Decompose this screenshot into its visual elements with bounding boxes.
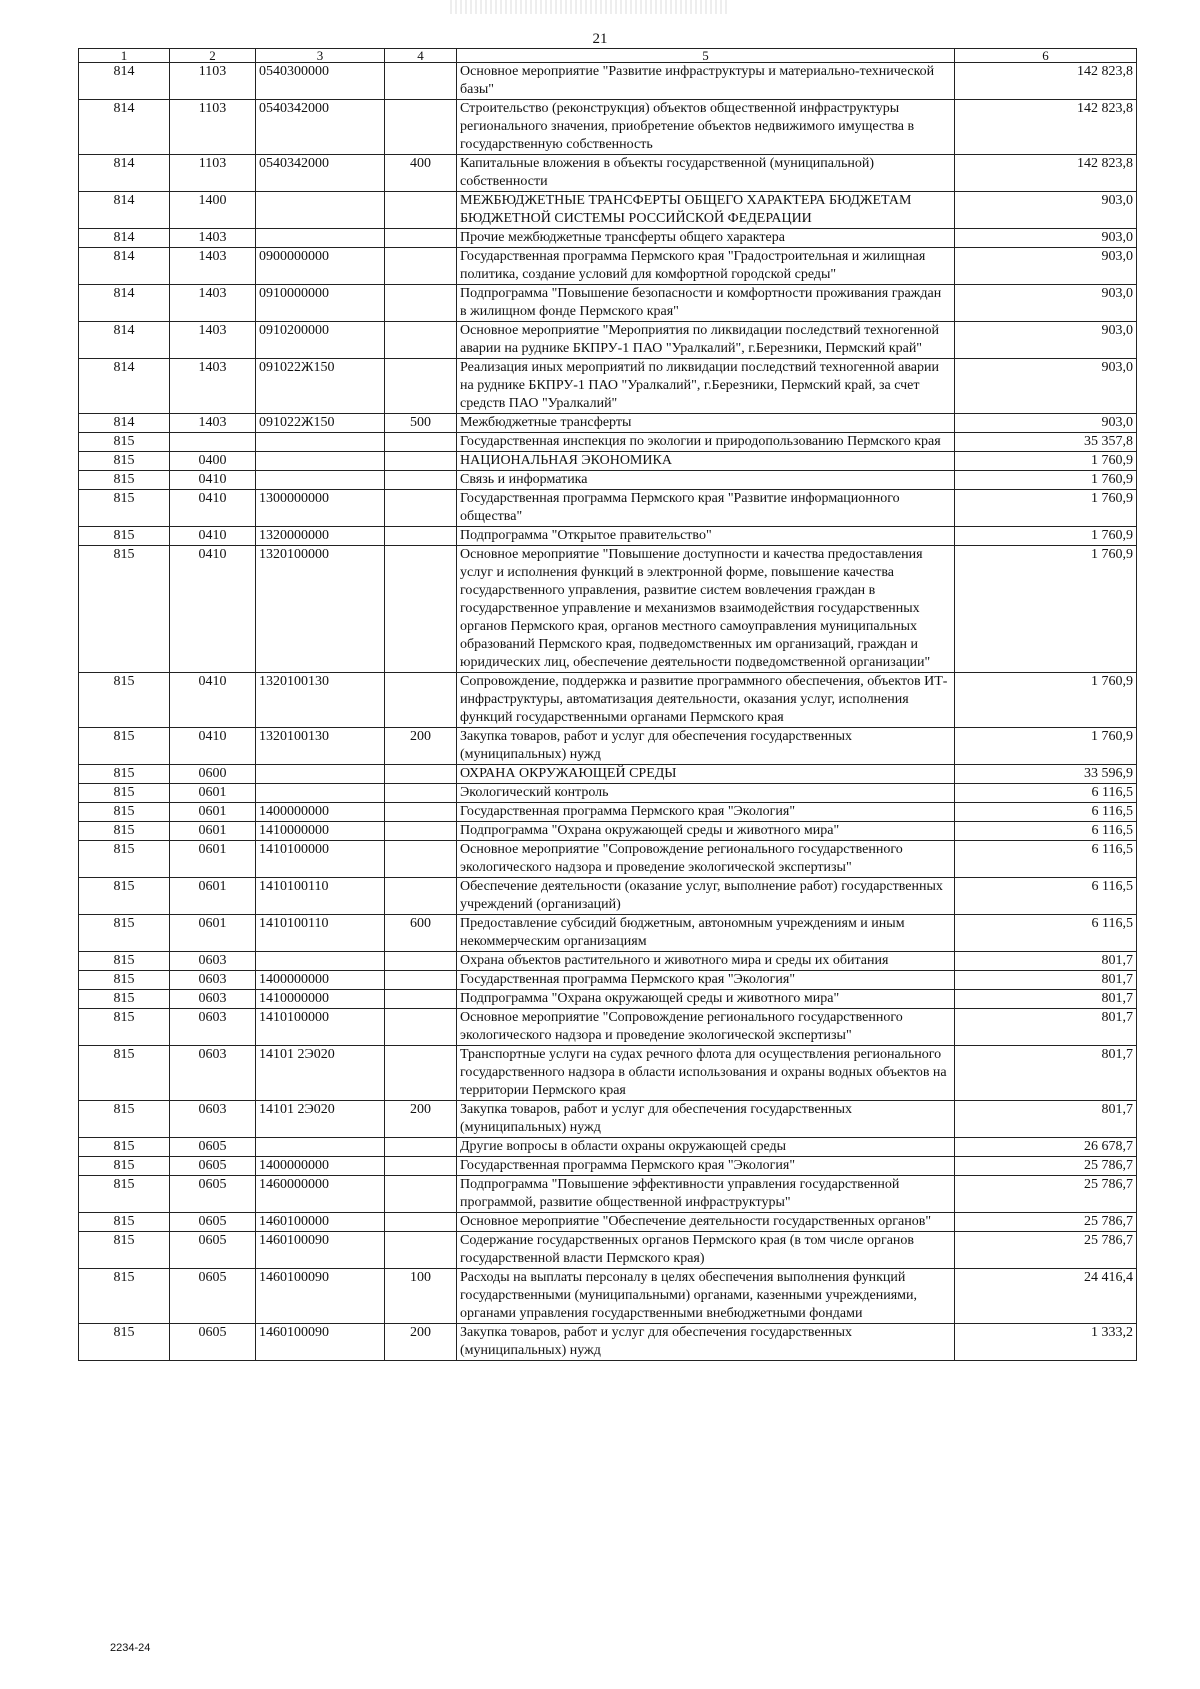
scan-artifact — [450, 0, 730, 14]
target-article-code — [256, 765, 385, 784]
expense-type-code: 500 — [385, 414, 457, 433]
table-row — [79, 1157, 1137, 1176]
target-article-code: 1410100110 — [256, 915, 385, 952]
target-article-code: 1400000000 — [256, 971, 385, 990]
item-name: МЕЖБЮДЖЕТНЫЕ ТРАНСФЕРТЫ ОБЩЕГО ХАРАКТЕРА БЮДЖЕТАМ БЮДЖЕТНОЙ СИСТЕМЫ РОССИЙСКОЙ ФЕДЕРАЦИИ — [457, 192, 955, 229]
section-code: 1400 — [170, 192, 256, 229]
section-code: 0603 — [170, 971, 256, 990]
expense-type-code: 600 — [385, 915, 457, 952]
grbs-code: 815 — [79, 527, 170, 546]
target-article-code: 1410100000 — [256, 841, 385, 878]
section-code: 1103 — [170, 155, 256, 192]
table-body — [79, 63, 1137, 1361]
column-header: 5 — [457, 49, 955, 63]
amount: 6 116,5 — [955, 822, 1137, 841]
section-code: 1103 — [170, 63, 256, 100]
table-row — [79, 784, 1137, 803]
section-code: 0605 — [170, 1213, 256, 1232]
grbs-code: 814 — [79, 414, 170, 433]
grbs-code: 815 — [79, 1009, 170, 1046]
target-article-code: 1460100090 — [256, 1269, 385, 1324]
item-name: Подпрограмма "Открытое правительство" — [457, 527, 955, 546]
expense-type-code — [385, 322, 457, 359]
grbs-code: 815 — [79, 490, 170, 527]
column-header: 6 — [955, 49, 1137, 63]
expense-type-code — [385, 803, 457, 822]
table-row — [79, 471, 1137, 490]
amount: 6 116,5 — [955, 784, 1137, 803]
section-code: 0410 — [170, 527, 256, 546]
item-name: Государственная программа Пермского края "Развитие информационного общества" — [457, 490, 955, 527]
amount: 1 760,9 — [955, 490, 1137, 527]
target-article-code: 0540342000 — [256, 100, 385, 155]
item-name: Закупка товаров, работ и услуг для обеспечения государственных (муниципальных) нужд — [457, 728, 955, 765]
section-code: 0603 — [170, 1009, 256, 1046]
amount: 903,0 — [955, 285, 1137, 322]
expense-type-code — [385, 285, 457, 322]
item-name: Содержание государственных органов Пермского края (в том числе органов государственной власти Пермского края) — [457, 1232, 955, 1269]
amount: 142 823,8 — [955, 155, 1137, 192]
amount: 24 416,4 — [955, 1269, 1137, 1324]
item-name: Закупка товаров, работ и услуг для обеспечения государственных (муниципальных) нужд — [457, 1101, 955, 1138]
target-article-code — [256, 784, 385, 803]
expense-type-code: 200 — [385, 1101, 457, 1138]
amount: 25 786,7 — [955, 1213, 1137, 1232]
grbs-code: 815 — [79, 1232, 170, 1269]
target-article-code: 1460100090 — [256, 1232, 385, 1269]
item-name: Транспортные услуги на судах речного флота для осуществления регионального государственного надзора в области использования и охраны водных объектов на территории Пермского края — [457, 1046, 955, 1101]
expense-type-code — [385, 100, 457, 155]
expense-type-code — [385, 1138, 457, 1157]
item-name: Основное мероприятие "Сопровождение регионального государственного экологического надзора и проведение экологической экспертизы" — [457, 841, 955, 878]
expense-type-code: 100 — [385, 1269, 457, 1324]
target-article-code — [256, 229, 385, 248]
target-article-code — [256, 471, 385, 490]
table-row — [79, 1269, 1137, 1324]
grbs-code: 815 — [79, 841, 170, 878]
amount: 801,7 — [955, 1046, 1137, 1101]
expense-type-code — [385, 229, 457, 248]
expense-type-code — [385, 471, 457, 490]
table-row — [79, 822, 1137, 841]
item-name: Государственная программа Пермского края "Экология" — [457, 971, 955, 990]
target-article-code: 1460000000 — [256, 1176, 385, 1213]
amount: 903,0 — [955, 248, 1137, 285]
section-code: 0605 — [170, 1138, 256, 1157]
expense-type-code — [385, 990, 457, 1009]
target-article-code: 14101 2Э020 — [256, 1046, 385, 1101]
expense-type-code — [385, 192, 457, 229]
item-name: Капитальные вложения в объекты государственной (муниципальной) собственности — [457, 155, 955, 192]
item-name: Подпрограмма "Повышение эффективности управления государственной программой, развитие общественной инфраструктуры" — [457, 1176, 955, 1213]
section-code: 0601 — [170, 784, 256, 803]
section-code: 0605 — [170, 1157, 256, 1176]
section-code: 0601 — [170, 878, 256, 915]
expense-type-code — [385, 952, 457, 971]
amount: 6 116,5 — [955, 878, 1137, 915]
section-code: 0410 — [170, 673, 256, 728]
expense-type-code — [385, 1009, 457, 1046]
target-article-code: 1410100110 — [256, 878, 385, 915]
target-article-code: 091022Ж150 — [256, 414, 385, 433]
amount: 1 760,9 — [955, 728, 1137, 765]
target-article-code: 1320100130 — [256, 728, 385, 765]
table-row — [79, 1101, 1137, 1138]
item-name: Государственная инспекция по экологии и природопользованию Пермского края — [457, 433, 955, 452]
item-name: Прочие межбюджетные трансферты общего характера — [457, 229, 955, 248]
expense-type-code — [385, 248, 457, 285]
amount: 903,0 — [955, 322, 1137, 359]
target-article-code: 1320100000 — [256, 546, 385, 673]
target-article-code: 1320000000 — [256, 527, 385, 546]
target-article-code: 1410000000 — [256, 822, 385, 841]
item-name: Основное мероприятие "Развитие инфраструктуры и материально-технической базы" — [457, 63, 955, 100]
amount: 25 786,7 — [955, 1176, 1137, 1213]
grbs-code: 815 — [79, 765, 170, 784]
item-name: Государственная программа Пермского края "Градостроительная и жилищная политика, создание условий для комфортной городской среды" — [457, 248, 955, 285]
expense-type-code — [385, 1157, 457, 1176]
amount: 142 823,8 — [955, 63, 1137, 100]
table-row — [79, 841, 1137, 878]
target-article-code: 14101 2Э020 — [256, 1101, 385, 1138]
grbs-code: 815 — [79, 990, 170, 1009]
table-row — [79, 1009, 1137, 1046]
grbs-code: 815 — [79, 1157, 170, 1176]
expense-type-code — [385, 878, 457, 915]
grbs-code: 814 — [79, 100, 170, 155]
amount: 1 760,9 — [955, 673, 1137, 728]
grbs-code: 815 — [79, 433, 170, 452]
expense-type-code — [385, 822, 457, 841]
table-row — [79, 971, 1137, 990]
target-article-code: 0900000000 — [256, 248, 385, 285]
grbs-code: 814 — [79, 285, 170, 322]
grbs-code: 815 — [79, 1101, 170, 1138]
target-article-code: 091022Ж150 — [256, 359, 385, 414]
amount: 142 823,8 — [955, 100, 1137, 155]
grbs-code: 814 — [79, 192, 170, 229]
target-article-code: 1410000000 — [256, 990, 385, 1009]
grbs-code: 815 — [79, 878, 170, 915]
grbs-code: 815 — [79, 952, 170, 971]
expense-type-code — [385, 673, 457, 728]
section-code: 0601 — [170, 841, 256, 878]
target-article-code: 0910000000 — [256, 285, 385, 322]
target-article-code: 1400000000 — [256, 1157, 385, 1176]
table-header-row — [79, 49, 1137, 63]
section-code: 0605 — [170, 1324, 256, 1361]
section-code: 1403 — [170, 229, 256, 248]
table-row — [79, 915, 1137, 952]
grbs-code: 815 — [79, 822, 170, 841]
table-row — [79, 248, 1137, 285]
table-row — [79, 527, 1137, 546]
item-name: НАЦИОНАЛЬНАЯ ЭКОНОМИКА — [457, 452, 955, 471]
item-name: Закупка товаров, работ и услуг для обеспечения государственных (муниципальных) нужд — [457, 1324, 955, 1361]
document-code: 2234-24 — [110, 1642, 151, 1654]
grbs-code: 815 — [79, 803, 170, 822]
target-article-code: 1460100090 — [256, 1324, 385, 1361]
section-code: 0410 — [170, 490, 256, 527]
grbs-code: 815 — [79, 1324, 170, 1361]
grbs-code: 815 — [79, 784, 170, 803]
table-row — [79, 546, 1137, 673]
table-row — [79, 100, 1137, 155]
amount: 903,0 — [955, 192, 1137, 229]
target-article-code: 1400000000 — [256, 803, 385, 822]
amount: 25 786,7 — [955, 1157, 1137, 1176]
grbs-code: 815 — [79, 1213, 170, 1232]
section-code: 0410 — [170, 728, 256, 765]
amount: 33 596,9 — [955, 765, 1137, 784]
table-row — [79, 765, 1137, 784]
target-article-code — [256, 433, 385, 452]
grbs-code: 815 — [79, 471, 170, 490]
item-name: Подпрограмма "Охрана окружающей среды и животного мира" — [457, 822, 955, 841]
item-name: Экологический контроль — [457, 784, 955, 803]
item-name: Обеспечение деятельности (оказание услуг, выполнение работ) государственных учреждений (организаций) — [457, 878, 955, 915]
target-article-code: 1410100000 — [256, 1009, 385, 1046]
table-row — [79, 990, 1137, 1009]
section-code: 0603 — [170, 990, 256, 1009]
item-name: ОХРАНА ОКРУЖАЮЩЕЙ СРЕДЫ — [457, 765, 955, 784]
expense-type-code: 200 — [385, 728, 457, 765]
expense-type-code — [385, 1176, 457, 1213]
table-row — [79, 285, 1137, 322]
section-code: 0605 — [170, 1232, 256, 1269]
amount: 1 760,9 — [955, 471, 1137, 490]
section-code: 1403 — [170, 285, 256, 322]
expense-type-code: 400 — [385, 155, 457, 192]
item-name: Расходы на выплаты персоналу в целях обеспечения выполнения функций государственными (муниципальными) органами, казенными учреждениями, органами управления государственными внебюджетными фондами — [457, 1269, 955, 1324]
table-row — [79, 803, 1137, 822]
table-row — [79, 229, 1137, 248]
item-name: Сопровождение, поддержка и развитие программного обеспечения, объектов ИТ-инфраструктуры, автоматизация деятельности, оказания услуг, исполнения функций государственными органами Пермского края — [457, 673, 955, 728]
target-article-code — [256, 952, 385, 971]
grbs-code: 815 — [79, 1176, 170, 1213]
column-header: 1 — [79, 49, 170, 63]
item-name: Связь и информатика — [457, 471, 955, 490]
section-code: 0601 — [170, 822, 256, 841]
item-name: Государственная программа Пермского края "Экология" — [457, 1157, 955, 1176]
table-row — [79, 359, 1137, 414]
section-code: 1403 — [170, 414, 256, 433]
grbs-code: 814 — [79, 155, 170, 192]
section-code — [170, 433, 256, 452]
amount: 903,0 — [955, 359, 1137, 414]
expense-type-code — [385, 1046, 457, 1101]
section-code: 0410 — [170, 471, 256, 490]
section-code: 0603 — [170, 952, 256, 971]
grbs-code: 815 — [79, 673, 170, 728]
table-row — [79, 1176, 1137, 1213]
column-header: 3 — [256, 49, 385, 63]
section-code: 1403 — [170, 359, 256, 414]
section-code: 0400 — [170, 452, 256, 471]
expense-type-code — [385, 63, 457, 100]
target-article-code: 0540342000 — [256, 155, 385, 192]
item-name: Межбюджетные трансферты — [457, 414, 955, 433]
item-name: Основное мероприятие "Мероприятия по ликвидации последствий техногенной аварии на руднике БКПРУ-1 ПАО "Уралкалий", г.Березники, Пермский край" — [457, 322, 955, 359]
grbs-code: 814 — [79, 322, 170, 359]
table-row — [79, 322, 1137, 359]
expense-type-code — [385, 784, 457, 803]
amount: 6 116,5 — [955, 915, 1137, 952]
table-row — [79, 452, 1137, 471]
item-name: Основное мероприятие "Повышение доступности и качества предоставления услуг и исполнения функций в электронной форме, повышение качества государственного управления, развитие систем вовлечения граждан в государственное управление и механизмов взаимодействия государственных органов Пермского края, органов местного самоуправления муниципальных образований Пермского края, подведомственных им организаций, граждан и юридических лиц, обеспечение деятельности подведомственной организации" — [457, 546, 955, 673]
grbs-code: 815 — [79, 1138, 170, 1157]
expense-type-code — [385, 1232, 457, 1269]
item-name: Основное мероприятие "Обеспечение деятельности государственных органов" — [457, 1213, 955, 1232]
expense-type-code — [385, 1213, 457, 1232]
table-row — [79, 1324, 1137, 1361]
amount: 6 116,5 — [955, 803, 1137, 822]
amount: 6 116,5 — [955, 841, 1137, 878]
grbs-code: 815 — [79, 971, 170, 990]
amount: 903,0 — [955, 414, 1137, 433]
table-row — [79, 192, 1137, 229]
table-row — [79, 414, 1137, 433]
item-name: Другие вопросы в области охраны окружающей среды — [457, 1138, 955, 1157]
section-code: 0410 — [170, 546, 256, 673]
grbs-code: 815 — [79, 1269, 170, 1324]
expense-type-code — [385, 490, 457, 527]
item-name: Подпрограмма "Повышение безопасности и комфортности проживания граждан в жилищном фонде Пермского края" — [457, 285, 955, 322]
table-row — [79, 878, 1137, 915]
table-row — [79, 433, 1137, 452]
item-name: Основное мероприятие "Сопровождение регионального государственного экологического надзора и проведение экологической экспертизы" — [457, 1009, 955, 1046]
table-row — [79, 63, 1137, 100]
expense-type-code: 200 — [385, 1324, 457, 1361]
table-row — [79, 155, 1137, 192]
target-article-code: 1460100000 — [256, 1213, 385, 1232]
item-name: Предоставление субсидий бюджетным, автономным учреждениям и иным некоммерческим организациям — [457, 915, 955, 952]
amount: 26 678,7 — [955, 1138, 1137, 1157]
target-article-code — [256, 192, 385, 229]
item-name: Реализация иных мероприятий по ликвидации последствий техногенной аварии на руднике БКПРУ-1 ПАО "Уралкалий", г.Березники, Пермский край, за счет средств ПАО "Уралкалий" — [457, 359, 955, 414]
target-article-code: 0540300000 — [256, 63, 385, 100]
section-code: 0603 — [170, 1046, 256, 1101]
item-name: Охрана объектов растительного и животного мира и среды их обитания — [457, 952, 955, 971]
table-row — [79, 952, 1137, 971]
section-code: 0600 — [170, 765, 256, 784]
section-code: 0601 — [170, 803, 256, 822]
table-row — [79, 1138, 1137, 1157]
budget-table — [78, 48, 1137, 1361]
amount: 801,7 — [955, 952, 1137, 971]
expense-type-code — [385, 971, 457, 990]
amount: 801,7 — [955, 1009, 1137, 1046]
amount: 1 760,9 — [955, 452, 1137, 471]
column-header: 2 — [170, 49, 256, 63]
table-row — [79, 1213, 1137, 1232]
amount: 25 786,7 — [955, 1232, 1137, 1269]
grbs-code: 814 — [79, 63, 170, 100]
grbs-code: 814 — [79, 229, 170, 248]
grbs-code: 815 — [79, 915, 170, 952]
grbs-code: 814 — [79, 248, 170, 285]
amount: 35 357,8 — [955, 433, 1137, 452]
section-code: 0605 — [170, 1269, 256, 1324]
expense-type-code — [385, 452, 457, 471]
amount: 1 333,2 — [955, 1324, 1137, 1361]
section-code: 1403 — [170, 322, 256, 359]
section-code: 1403 — [170, 248, 256, 285]
expense-type-code — [385, 546, 457, 673]
target-article-code: 0910200000 — [256, 322, 385, 359]
section-code: 0605 — [170, 1176, 256, 1213]
section-code: 0603 — [170, 1101, 256, 1138]
grbs-code: 815 — [79, 1046, 170, 1101]
target-article-code: 1320100130 — [256, 673, 385, 728]
item-name: Государственная программа Пермского края "Экология" — [457, 803, 955, 822]
amount: 1 760,9 — [955, 546, 1137, 673]
page-number: 21 — [592, 31, 608, 47]
expense-type-code — [385, 765, 457, 784]
grbs-code: 815 — [79, 546, 170, 673]
grbs-code: 815 — [79, 728, 170, 765]
item-name: Строительство (реконструкция) объектов общественной инфраструктуры регионального значения, приобретение объектов недвижимого имущества в государственную собственность — [457, 100, 955, 155]
table-row — [79, 673, 1137, 728]
table-row — [79, 1046, 1137, 1101]
amount: 903,0 — [955, 229, 1137, 248]
expense-type-code — [385, 359, 457, 414]
amount: 801,7 — [955, 1101, 1137, 1138]
table-row — [79, 490, 1137, 527]
amount: 1 760,9 — [955, 527, 1137, 546]
target-article-code — [256, 452, 385, 471]
expense-type-code — [385, 433, 457, 452]
grbs-code: 815 — [79, 452, 170, 471]
table-row — [79, 728, 1137, 765]
expense-type-code — [385, 527, 457, 546]
column-header: 4 — [385, 49, 457, 63]
item-name: Подпрограмма "Охрана окружающей среды и животного мира" — [457, 990, 955, 1009]
amount: 801,7 — [955, 971, 1137, 990]
section-code: 1103 — [170, 100, 256, 155]
section-code: 0601 — [170, 915, 256, 952]
target-article-code: 1300000000 — [256, 490, 385, 527]
amount: 801,7 — [955, 990, 1137, 1009]
table-row — [79, 1232, 1137, 1269]
target-article-code — [256, 1138, 385, 1157]
grbs-code: 814 — [79, 359, 170, 414]
expense-type-code — [385, 841, 457, 878]
